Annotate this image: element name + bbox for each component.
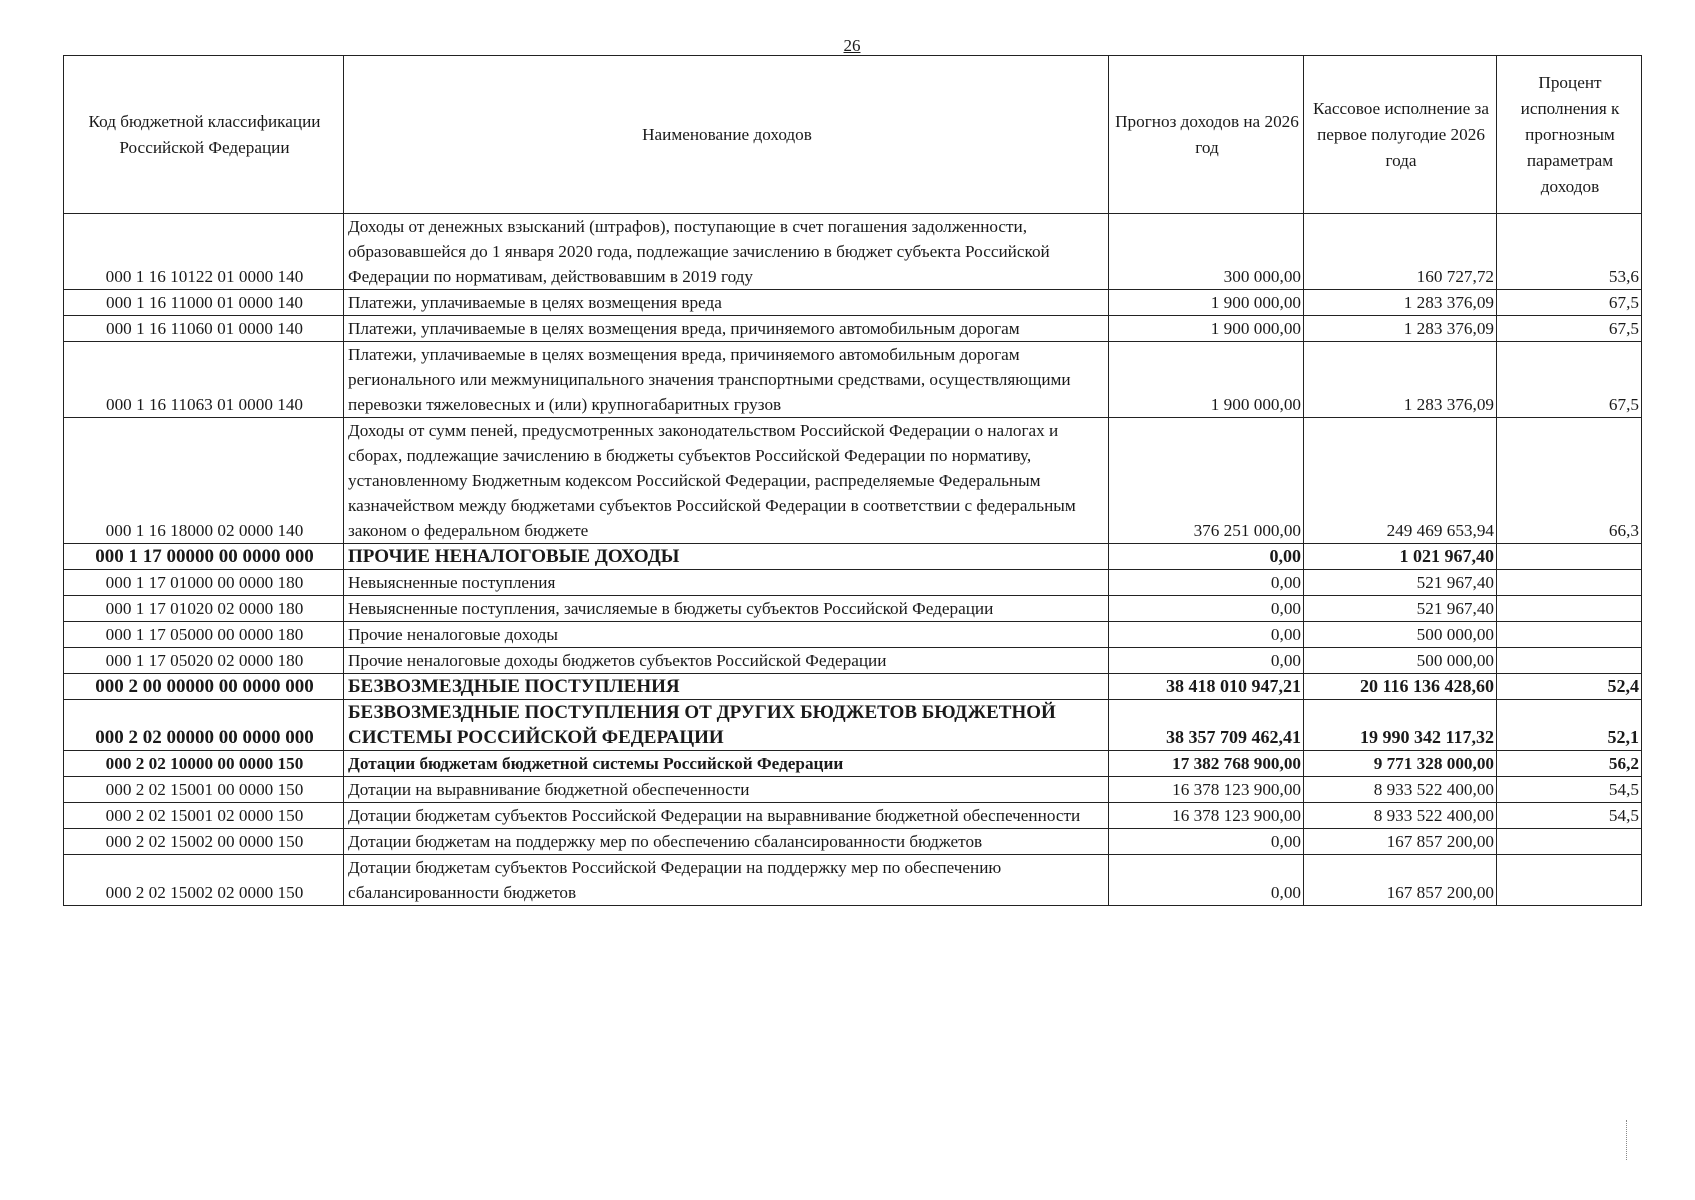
header-exec: Кассовое исполнение за первое полугодие 2026 года	[1304, 56, 1497, 214]
header-name: Наименование доходов	[344, 56, 1109, 214]
table-row	[64, 674, 1642, 700]
row-exec: 19 990 342 117,32	[1304, 700, 1497, 751]
row-name: Прочие неналоговые доходы	[344, 622, 1109, 648]
row-exec: 1 021 967,40	[1304, 544, 1497, 570]
row-pct: 66,3	[1497, 418, 1642, 544]
table-row	[64, 316, 1642, 342]
row-plan: 0,00	[1109, 829, 1304, 855]
table-row	[64, 570, 1642, 596]
table-header	[64, 56, 1642, 214]
row-code: 000 2 02 15002 00 0000 150	[64, 829, 344, 855]
row-code: 000 2 02 15001 02 0000 150	[64, 803, 344, 829]
table-row	[64, 777, 1642, 803]
row-code: 000 2 02 00000 00 0000 000	[64, 700, 344, 751]
row-name: БЕЗВОЗМЕЗДНЫЕ ПОСТУПЛЕНИЯ ОТ ДРУГИХ БЮДЖЕТОВ БЮДЖЕТНОЙ СИСТЕМЫ РОССИЙСКОЙ ФЕДЕРАЦИИ	[344, 700, 1109, 751]
row-name: БЕЗВОЗМЕЗДНЫЕ ПОСТУПЛЕНИЯ	[344, 674, 1109, 700]
row-plan: 0,00	[1109, 648, 1304, 674]
row-exec: 521 967,40	[1304, 570, 1497, 596]
row-name: Дотации бюджетам на поддержку мер по обеспечению сбалансированности бюджетов	[344, 829, 1109, 855]
row-name: Дотации на выравнивание бюджетной обеспеченности	[344, 777, 1109, 803]
row-name: Доходы от денежных взысканий (штрафов), поступающие в счет погашения задолженности, образовавшейся до 1 января 2020 года, подлежащие зачислению в бюджет субъекта Российской Федерации по нормативам, действовавшим в 2019 году	[344, 214, 1109, 290]
row-code: 000 2 02 15002 02 0000 150	[64, 855, 344, 906]
scan-artifact	[1626, 1120, 1635, 1160]
row-name: Платежи, уплачиваемые в целях возмещения вреда, причиняемого автомобильным дорогам	[344, 316, 1109, 342]
header-row	[64, 56, 1642, 214]
row-exec: 167 857 200,00	[1304, 829, 1497, 855]
row-exec: 160 727,72	[1304, 214, 1497, 290]
row-pct: 52,1	[1497, 700, 1642, 751]
row-plan: 38 357 709 462,41	[1109, 700, 1304, 751]
row-pct: 52,4	[1497, 674, 1642, 700]
row-code: 000 2 00 00000 00 0000 000	[64, 674, 344, 700]
row-name: ПРОЧИЕ НЕНАЛОГОВЫЕ ДОХОДЫ	[344, 544, 1109, 570]
row-plan: 16 378 123 900,00	[1109, 777, 1304, 803]
row-code: 000 1 16 18000 02 0000 140	[64, 418, 344, 544]
row-name: Прочие неналоговые доходы бюджетов субъектов Российской Федерации	[344, 648, 1109, 674]
row-plan: 17 382 768 900,00	[1109, 751, 1304, 777]
row-pct: 54,5	[1497, 803, 1642, 829]
row-code: 000 2 02 10000 00 0000 150	[64, 751, 344, 777]
row-code: 000 1 17 01020 02 0000 180	[64, 596, 344, 622]
header-plan: Прогноз доходов на 2026 год	[1109, 56, 1304, 214]
row-plan: 300 000,00	[1109, 214, 1304, 290]
row-plan: 1 900 000,00	[1109, 342, 1304, 418]
row-exec: 9 771 328 000,00	[1304, 751, 1497, 777]
row-plan: 376 251 000,00	[1109, 418, 1304, 544]
row-pct	[1497, 622, 1642, 648]
row-pct: 67,5	[1497, 290, 1642, 316]
table-row	[64, 751, 1642, 777]
row-name: Дотации бюджетам субъектов Российской Федерации на выравнивание бюджетной обеспеченности	[344, 803, 1109, 829]
row-exec: 1 283 376,09	[1304, 316, 1497, 342]
row-exec: 8 933 522 400,00	[1304, 777, 1497, 803]
table-row	[64, 700, 1642, 751]
table-row	[64, 214, 1642, 290]
row-name: Платежи, уплачиваемые в целях возмещения вреда	[344, 290, 1109, 316]
table-row	[64, 596, 1642, 622]
row-plan: 0,00	[1109, 855, 1304, 906]
row-pct: 67,5	[1497, 342, 1642, 418]
table-row	[64, 290, 1642, 316]
row-code: 000 1 16 11000 01 0000 140	[64, 290, 344, 316]
row-plan: 0,00	[1109, 570, 1304, 596]
row-plan: 0,00	[1109, 544, 1304, 570]
row-exec: 249 469 653,94	[1304, 418, 1497, 544]
table-row	[64, 342, 1642, 418]
table-row	[64, 418, 1642, 544]
row-exec: 20 116 136 428,60	[1304, 674, 1497, 700]
row-pct: 56,2	[1497, 751, 1642, 777]
row-pct: 67,5	[1497, 316, 1642, 342]
row-pct	[1497, 829, 1642, 855]
row-exec: 167 857 200,00	[1304, 855, 1497, 906]
row-code: 000 1 17 01000 00 0000 180	[64, 570, 344, 596]
row-plan: 16 378 123 900,00	[1109, 803, 1304, 829]
row-plan: 0,00	[1109, 596, 1304, 622]
header-pct: Процент исполнения к прогнозным параметрам доходов	[1497, 56, 1642, 214]
row-pct: 53,6	[1497, 214, 1642, 290]
row-name: Невыясненные поступления	[344, 570, 1109, 596]
table-row	[64, 648, 1642, 674]
row-exec: 500 000,00	[1304, 648, 1497, 674]
row-exec: 8 933 522 400,00	[1304, 803, 1497, 829]
row-plan: 1 900 000,00	[1109, 290, 1304, 316]
row-code: 000 1 17 05000 00 0000 180	[64, 622, 344, 648]
row-plan: 1 900 000,00	[1109, 316, 1304, 342]
row-exec: 500 000,00	[1304, 622, 1497, 648]
row-name: Невыясненные поступления, зачисляемые в бюджеты субъектов Российской Федерации	[344, 596, 1109, 622]
row-name: Дотации бюджетам субъектов Российской Федерации на поддержку мер по обеспечению сбалансированности бюджетов	[344, 855, 1109, 906]
table-row	[64, 803, 1642, 829]
table-row	[64, 829, 1642, 855]
row-pct	[1497, 648, 1642, 674]
row-code: 000 2 02 15001 00 0000 150	[64, 777, 344, 803]
row-exec: 1 283 376,09	[1304, 342, 1497, 418]
header-code: Код бюджетной классификации Российской Федерации	[64, 56, 344, 214]
table-body	[64, 214, 1642, 906]
row-plan: 0,00	[1109, 622, 1304, 648]
row-code: 000 1 16 11063 01 0000 140	[64, 342, 344, 418]
row-pct	[1497, 544, 1642, 570]
row-pct	[1497, 570, 1642, 596]
row-exec: 1 283 376,09	[1304, 290, 1497, 316]
row-pct	[1497, 855, 1642, 906]
table-row	[64, 855, 1642, 906]
row-name: Платежи, уплачиваемые в целях возмещения вреда, причиняемого автомобильным дорогам регионального или межмуниципального значения транспортными средствами, осуществляющими перевозки тяжеловесных и (или) крупногабаритных грузов	[344, 342, 1109, 418]
row-pct	[1497, 596, 1642, 622]
revenue-table	[63, 55, 1642, 906]
row-name: Дотации бюджетам бюджетной системы Российской Федерации	[344, 751, 1109, 777]
row-code: 000 1 17 05020 02 0000 180	[64, 648, 344, 674]
table-row	[64, 544, 1642, 570]
row-plan: 38 418 010 947,21	[1109, 674, 1304, 700]
row-code: 000 1 17 00000 00 0000 000	[64, 544, 344, 570]
row-name: Доходы от сумм пеней, предусмотренных законодательством Российской Федерации о налогах и сборах, подлежащие зачислению в бюджеты субъектов Российской Федерации по нормативу, установленному Бюджетным кодексом Российской Федерации, распределяемые Федеральным казначейством между бюджетами субъектов Российской Федерации в соответствии с федеральным законом о федеральном бюджете	[344, 418, 1109, 544]
row-pct: 54,5	[1497, 777, 1642, 803]
row-exec: 521 967,40	[1304, 596, 1497, 622]
page-number: 26	[843, 36, 861, 55]
row-code: 000 1 16 11060 01 0000 140	[64, 316, 344, 342]
table-row	[64, 622, 1642, 648]
row-code: 000 1 16 10122 01 0000 140	[64, 214, 344, 290]
